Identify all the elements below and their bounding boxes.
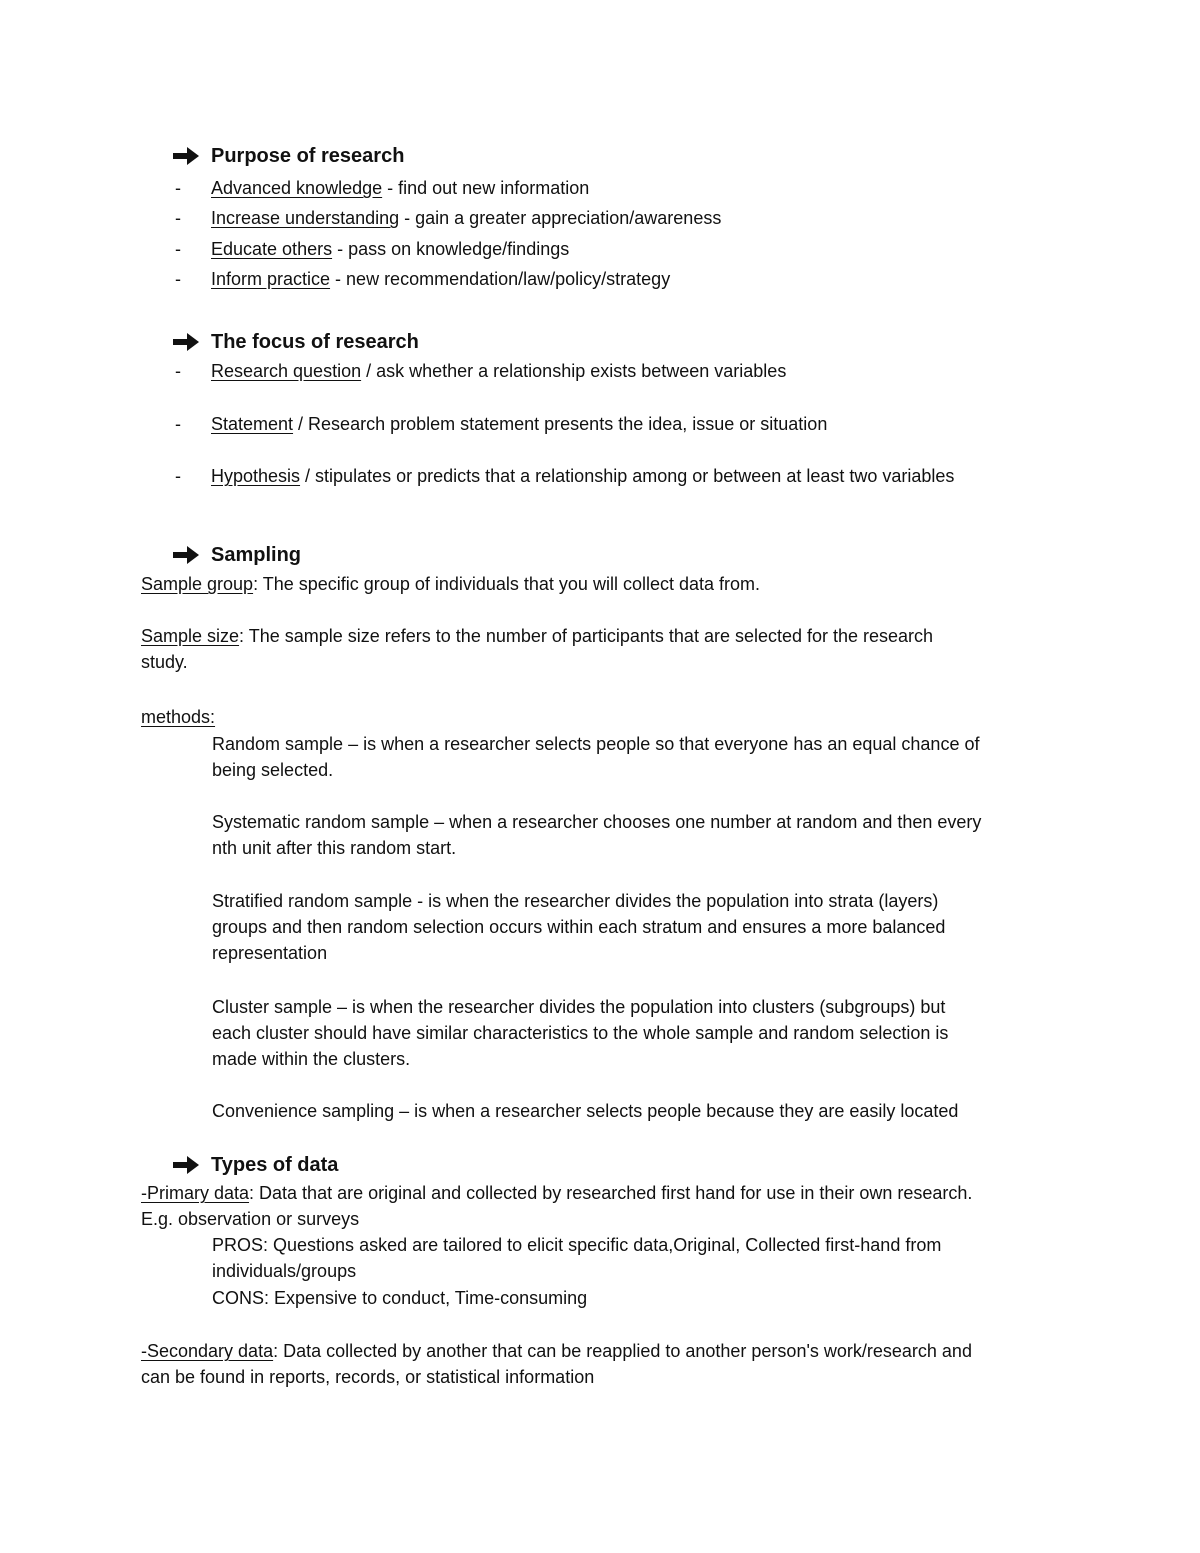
- section-heading-purpose: [172, 142, 404, 170]
- paragraph-secondary-data: -Secondary data: Data collected by another that can be reapplied to another person's work/research and: [141, 1341, 972, 1361]
- section-title: The focus of research: [211, 330, 419, 353]
- list-item: - Increase understanding - gain a greater appreciation/awareness: [175, 208, 722, 228]
- section-title: Purpose of research: [211, 144, 405, 167]
- section-heading-focus: [172, 328, 419, 356]
- section-heading-sampling: [172, 541, 301, 569]
- paragraph-sample-size: Sample size: The sample size refers to the number of participants that are selected for the research: [141, 626, 934, 646]
- list-item: - Hypothesis / stipulates or predicts that a relationship among or between at least two variables: [175, 466, 955, 486]
- primary-cons: CONS: Expensive to conduct, Time-consuming: [212, 1288, 588, 1308]
- method-stratified: Stratified random sample - is when the researcher divides the population into strata (layers) groups and then random selection occurs within each stratum and ensures a more balanced representation: [212, 891, 946, 963]
- section-heading-types: [172, 1151, 338, 1179]
- right-arrow-icon: [172, 1155, 200, 1175]
- right-arrow-icon: [172, 332, 200, 352]
- list-item: - Research question / ask whether a relationship exists between variables: [175, 361, 787, 381]
- right-arrow-icon: [172, 545, 200, 565]
- list-item: - Statement / Research problem statement presents the idea, issue or situation: [175, 414, 828, 434]
- primary-pros: PROS: Questions asked are tailored to elicit specific data,Original, Collected first-hand from individuals/groups: [212, 1235, 942, 1281]
- right-arrow-icon: [172, 146, 200, 166]
- list-item: - Advanced knowledge - find out new information: [175, 178, 590, 198]
- method-convenience: Convenience sampling – is when a researcher selects people because they are easily located: [212, 1101, 959, 1121]
- paragraph-secondary-data-cont: can be found in reports, records, or statistical information: [141, 1367, 595, 1387]
- section-title: Types of data: [211, 1153, 339, 1176]
- methods-label: methods:: [141, 707, 216, 727]
- paragraph-sample-group: Sample group: The specific group of individuals that you will collect data from.: [141, 574, 760, 594]
- section-title: Sampling: [211, 543, 302, 566]
- paragraph-primary-data: -Primary data: Data that are original and collected by researched first hand for use in their own research.: [141, 1183, 973, 1203]
- list-item: - Educate others - pass on knowledge/findings: [175, 239, 570, 259]
- method-systematic: Systematic random sample – when a researcher chooses one number at random and then every nth unit after this random start.: [212, 812, 982, 858]
- paragraph-sample-size-cont: study.: [141, 652, 188, 672]
- paragraph-primary-data-cont: E.g. observation or surveys: [141, 1209, 360, 1229]
- method-random: Random sample – is when a researcher selects people so that everyone has an equal chance of being selected.: [212, 734, 980, 780]
- list-item: - Inform practice - new recommendation/law/policy/strategy: [175, 269, 671, 289]
- method-cluster: Cluster sample – is when the researcher divides the population into clusters (subgroups) but each cluster should have similar characteristics to the whole sample and random selection is made within the clusters.: [212, 997, 949, 1069]
